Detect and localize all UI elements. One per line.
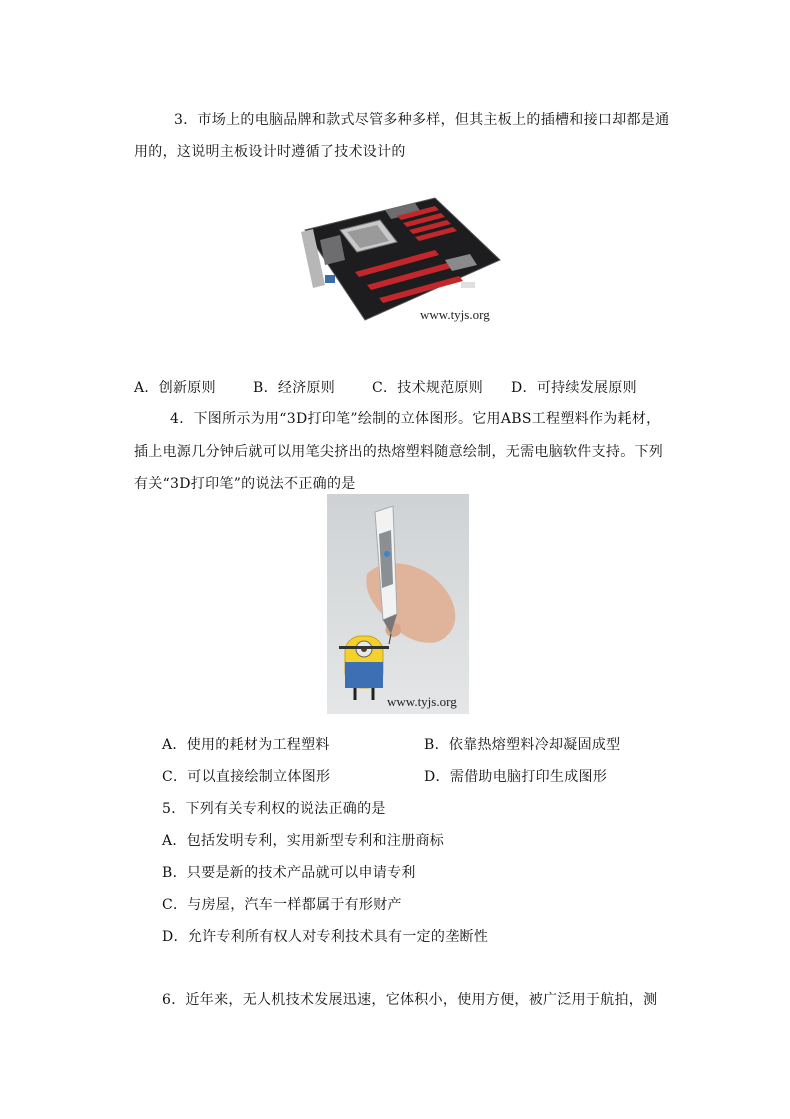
- q4-stem-line1: 4．下图所示为用“3D打印笔”绘制的立体图形。它用ABS工程塑料作为耗材，: [170, 411, 661, 427]
- 3d-pen-icon: [327, 494, 469, 714]
- q3-option-c: C．技术规范原则: [372, 380, 484, 396]
- q6-stem-line1: 6．近年来，无人机技术发展迅速，它体积小，使用方便，被广泛用于航拍，测: [162, 992, 658, 1008]
- q3-option-b: B．经济原则: [253, 380, 336, 396]
- q5-option-b: B．只要是新的技术产品就可以申请专利: [162, 865, 416, 881]
- q4-option-a: A．使用的耗材为工程塑料: [162, 737, 330, 753]
- q4-stem-line3: 有关“3D打印笔”的说法不正确的是: [134, 476, 356, 492]
- motherboard-image: [285, 190, 507, 332]
- pen-image: [327, 494, 469, 714]
- q4-stem-line2: 插上电源几分钟后就可以用笔尖挤出的热熔塑料随意绘制，无需电脑软件支持。下列: [134, 444, 664, 460]
- q5-option-d: D．允许专利所有权人对专利技术具有一定的垄断性: [162, 929, 489, 945]
- q3-stem-line2: 用的，这说明主板设计时遵循了技术设计的: [134, 144, 406, 160]
- q4-option-b: B．依靠热熔塑料冷却凝固成型: [424, 737, 621, 753]
- q4-option-d: D．需借助电脑打印生成图形: [424, 769, 608, 785]
- q4-option-c: C．可以直接绘制立体图形: [162, 769, 331, 785]
- watermark: www.tyjs.org: [420, 307, 490, 322]
- watermark: www.tyjs.org: [387, 694, 457, 709]
- q3-stem-line1: 3．市场上的电脑品牌和款式尽管多种多样，但其主板上的插槽和接口却都是通: [174, 112, 670, 128]
- q5-stem: 5．下列有关专利权的说法正确的是: [162, 801, 386, 817]
- q3-option-d: D．可持续发展原则: [511, 380, 637, 396]
- q3-option-a: A．创新原则: [134, 380, 216, 396]
- q5-option-c: C．与房屋，汽车一样都属于有形财产: [162, 897, 402, 913]
- q5-option-a: A．包括发明专利，实用新型专利和注册商标: [162, 833, 445, 849]
